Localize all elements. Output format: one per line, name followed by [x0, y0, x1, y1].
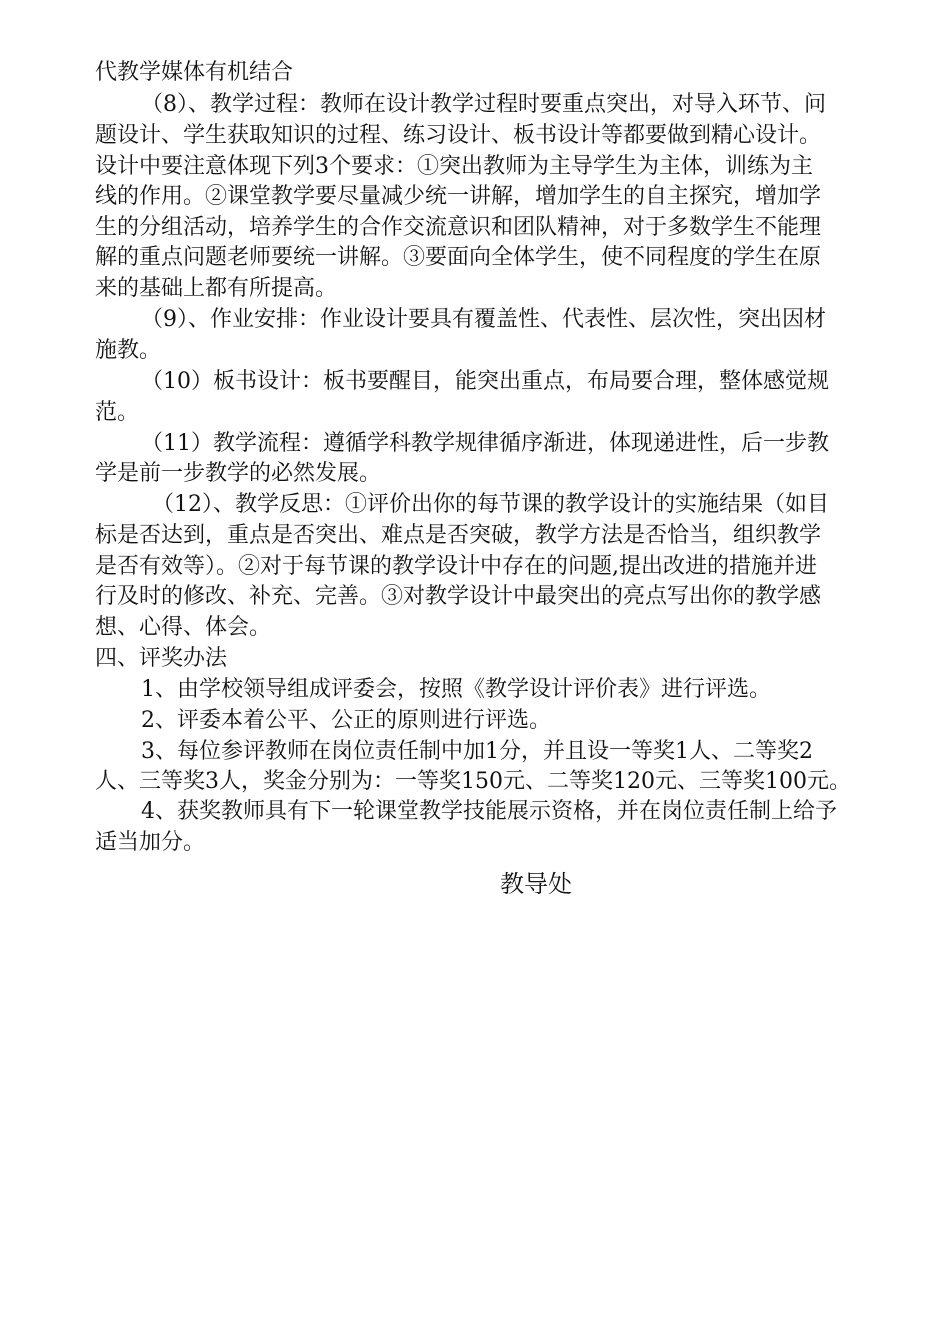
- text-line: 学是前一步教学的必然发展。: [95, 461, 382, 486]
- award-rule-4: 4、获奖教师具有下一轮课堂教学技能展示资格，并在岗位责任制上给予: [141, 799, 837, 824]
- text-line: 线的作用。②课堂教学要尽量减少统一讲解，增加学生的自主探究，增加学: [95, 184, 822, 209]
- award-rule-2: 2、评委本着公平、公正的原则进行评选。: [141, 708, 551, 733]
- text-line-item-9: （9）、作业安排：作业设计要具有覆盖性、代表性、层次性，突出因材: [141, 307, 826, 332]
- text-line: 解的重点问题老师要统一讲解。③要面向全体学生，使不同程度的学生在原: [95, 245, 822, 270]
- section-heading: 四、评奖办法: [95, 646, 228, 671]
- text-line: 生的分组活动，培养学生的合作交流意识和团队精神，对于多数学生不能理: [95, 215, 822, 240]
- text-line-continuation: 代教学媒体有机结合: [95, 60, 294, 85]
- text-line: 来的基础上都有所提高。: [95, 276, 338, 301]
- issuer-signature: 教导处: [500, 870, 572, 898]
- text-line-item-8: （8）、教学过程：教师在设计教学过程时要重点突出，对导入环节、问: [141, 92, 826, 117]
- text-line: 范。: [95, 400, 140, 425]
- text-line: 题设计、学生获取知识的过程、练习设计、板书设计等都要做到精心设计。: [95, 123, 822, 148]
- text-line-item-11: （11）教学流程：遵循学科教学规律循序渐进，体现递进性，后一步教: [141, 431, 829, 456]
- award-rule-1: 1、由学校领导组成评委会，按照《教学设计评价表》进行评选。: [141, 677, 771, 702]
- text-line: 想、心得、体会。: [95, 615, 272, 640]
- text-line-item-10: （10）板书设计：板书要醒目，能突出重点，布局要合理，整体感觉规: [141, 369, 829, 394]
- text-line: 设计中要注意体现下列3个要求：①突出教师为主导学生为主体，训练为主: [95, 154, 813, 179]
- text-line: 人、三等奖3人，奖金分别为：一等奖150元、二等奖120元、三等奖100元。: [95, 769, 851, 794]
- award-rule-3: 3、每位参评教师在岗位责任制中加1分，并且设一等奖1人、二等奖2: [141, 739, 813, 764]
- text-line: 标是否达到，重点是否突出、难点是否突破，教学方法是否恰当，组织教学: [95, 523, 822, 548]
- text-line: 是否有效等）。②对于每节课的教学设计中存在的问题,提出改进的措施并进: [95, 554, 817, 579]
- text-line: 适当加分。: [95, 830, 206, 855]
- text-line: 行及时的修改、补充、完善。③对教学设计中最突出的亮点写出你的教学感: [95, 584, 822, 609]
- text-line: 施教。: [95, 338, 162, 363]
- text-line-item-12: （12）、教学反思：①评价出你的每节课的教学设计的实施结果（如目: [152, 492, 829, 517]
